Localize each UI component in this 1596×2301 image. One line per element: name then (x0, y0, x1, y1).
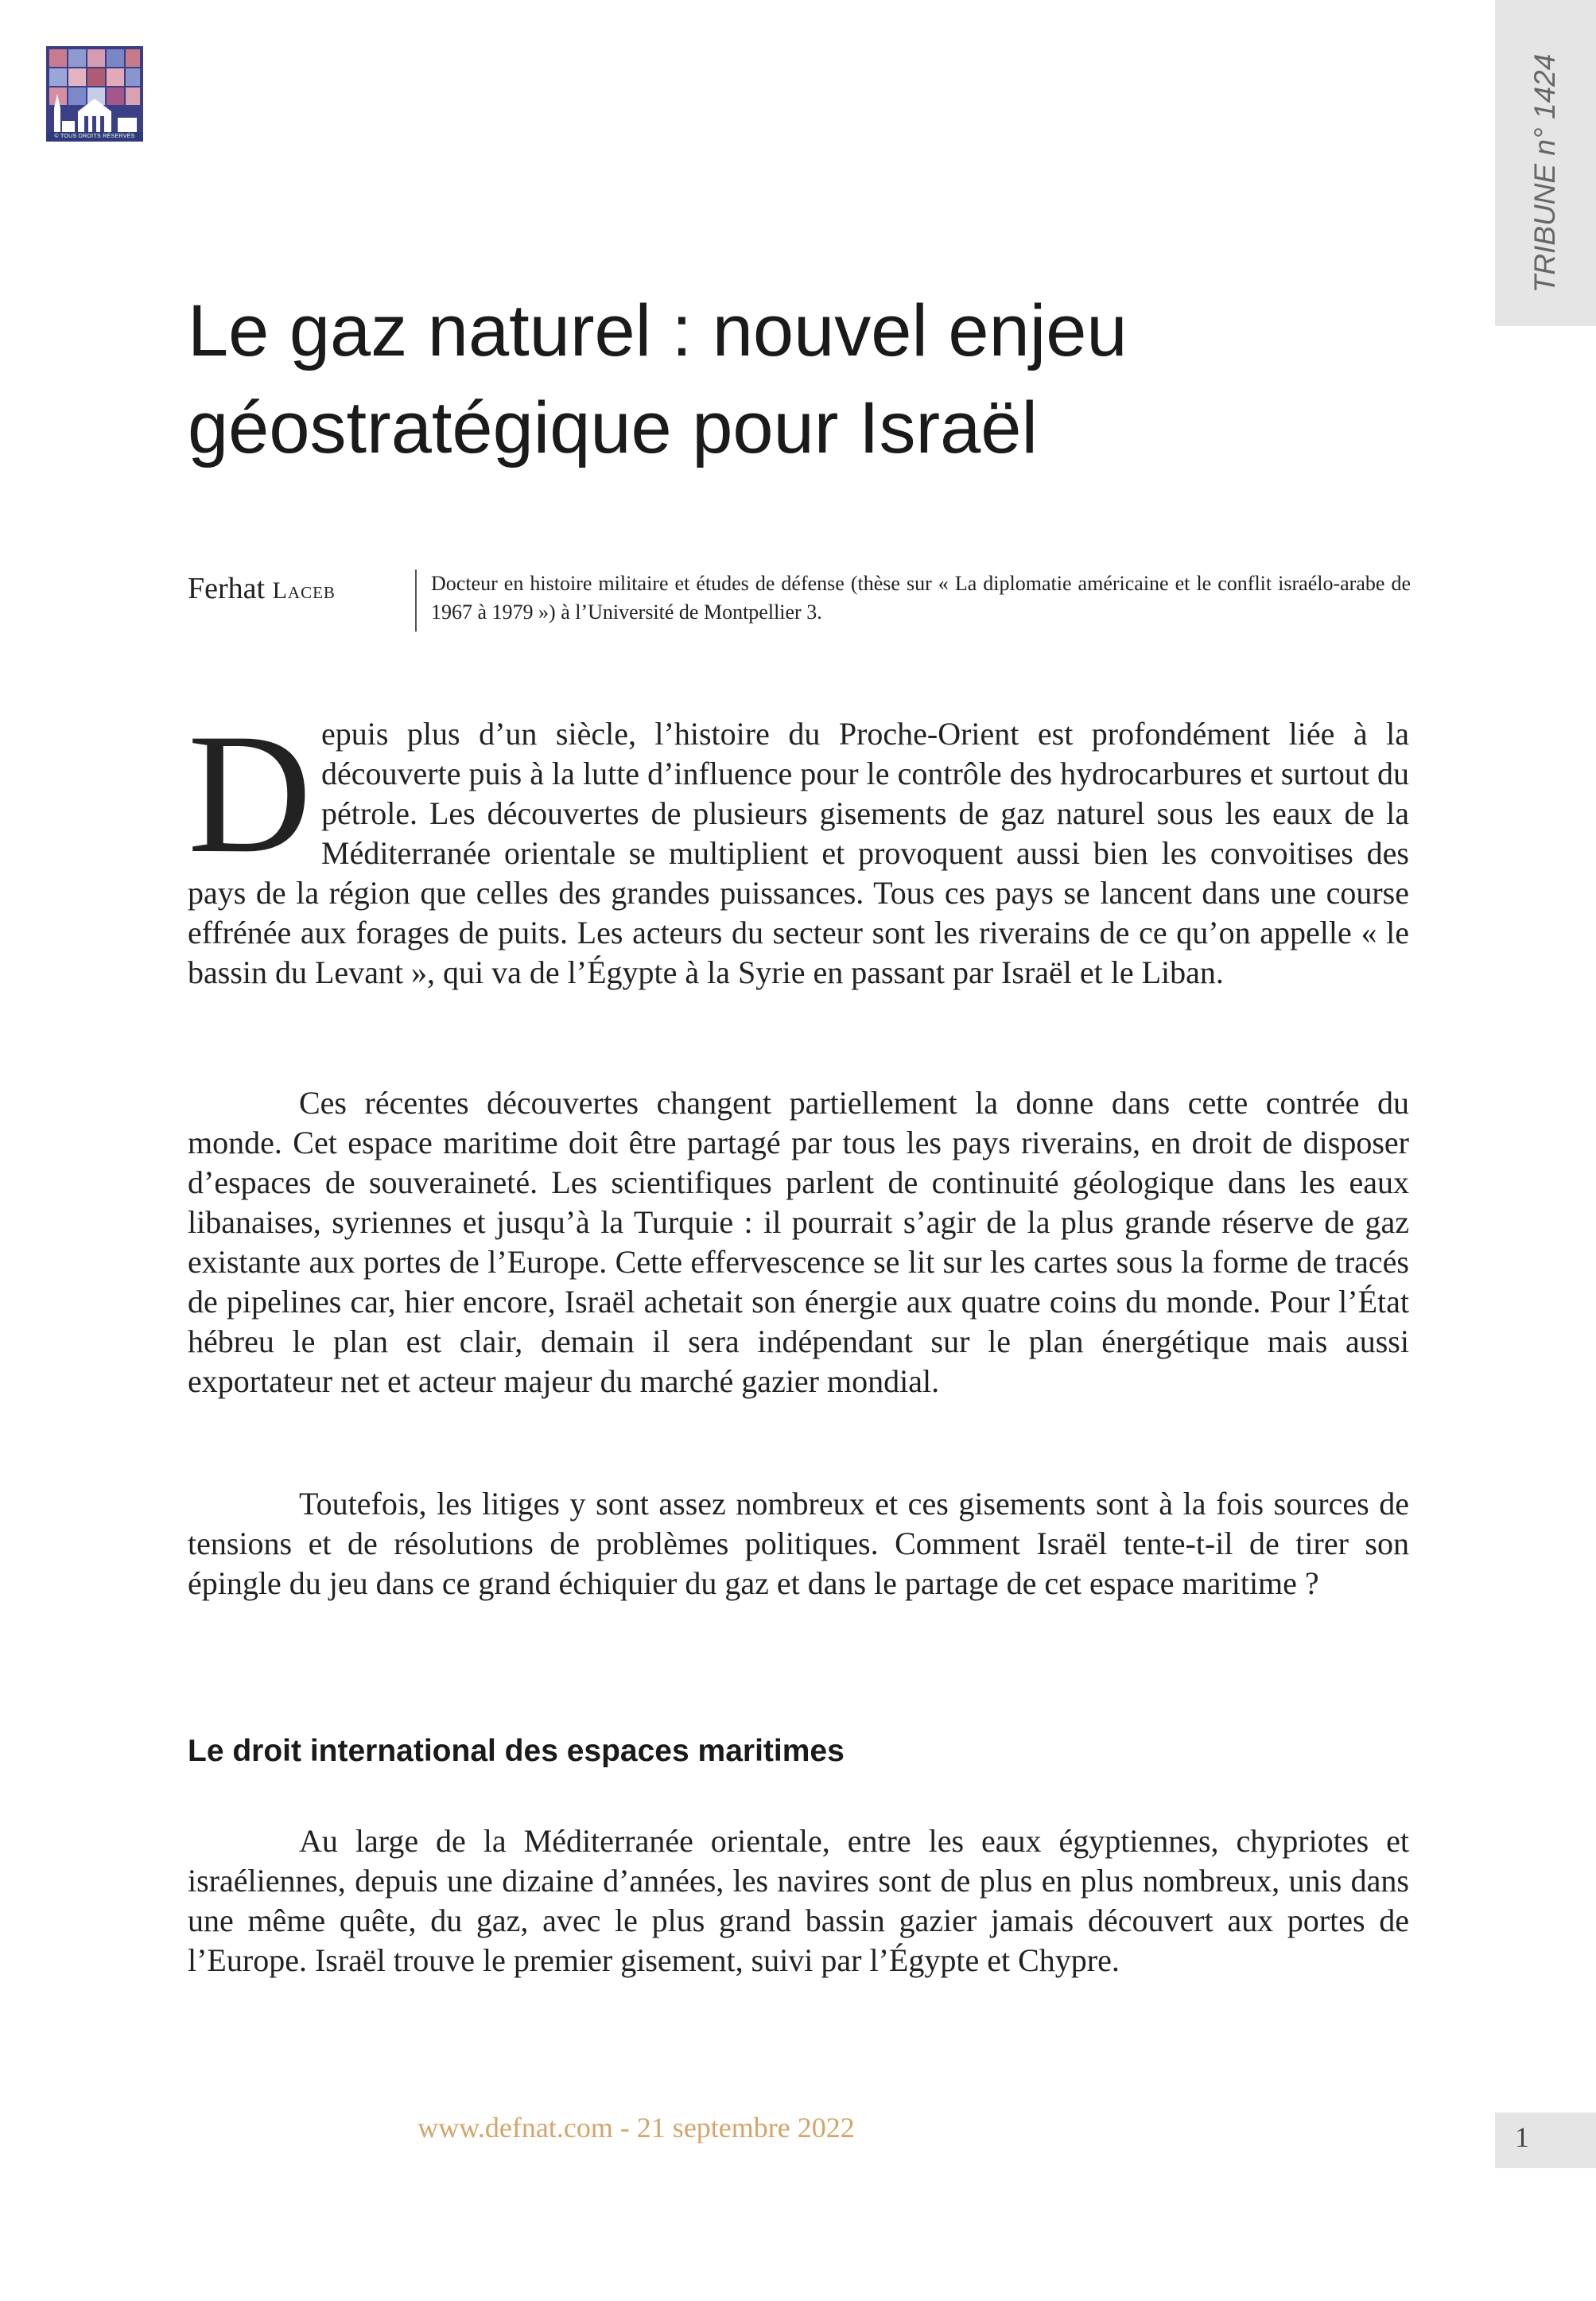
author-bio: Docteur en histoire militaire et études de défense (thèse sur « La diplomatie américaine et le conflit israélo-arabe de 1967 à 1979 ») à l’Université de Montpellier 3. (431, 572, 1411, 624)
article-title: Le gaz naturel : nouvel enjeu géostratégique pour Israël (188, 290, 1128, 468)
paragraph-1-text: epuis plus d’un siècle, l’histoire du Proche-Orient est profondément liée à la découverte puis à la lutte d’influence pour le contrôle des hydrocarbures et surtout du pétrole. Les découvertes de plusieurs gisements de gaz naturel sous les eaux de la Méditerranée orientale se multiplient et provoquent aussi bien les convoitises des pays de la région que celles des grandes puissances. Tous ces pays se lancent dans une course effrénée aux forages de puits. Les acteurs du secteur sont les riverains de ce qu’on appelle « le bassin du Levant », qui va de l’Égypte à la Syrie en passant par Israël et le Liban. (188, 716, 1409, 990)
section-heading: Le droit international des espaces maritimes (188, 1734, 845, 1768)
page-number: 1 (1515, 2121, 1529, 2153)
logo-caption: © TOUS DROITS RÉSERVÉS (46, 132, 143, 142)
paragraph-1 (188, 698, 1409, 993)
author-last-name: Laceb (272, 577, 336, 604)
paragraph-2: Ces récentes découvertes changent partiellement la donne dans cette contrée du monde. Cet espace maritime doit être partagé par tous les pays riverains, en droit de disposer d’espaces de souveraineté. Les scientifiques parlent de continuité géologique dans les eaux libanaises, syriennes et jusqu’à la Turquie : il pourrait s’agir de la plus grande réserve de gaz existante aux portes de l’Europe. Cette effervescence se lit sur les cartes sous la forme de tracés de pipelines car, hier encore, Israël achetait son énergie aux quatre coins du monde. Pour l’État hébreu le plan est clair, demain il sera indépendant sur le plan énergétique mais aussi exportateur net et acteur majeur du marché gazier mondial. (188, 1085, 1409, 1399)
author-first-name: Ferhat (188, 572, 273, 605)
drop-cap: D (188, 698, 312, 888)
footer-link[interactable]: www.defnat.com - 21 septembre 2022 (417, 2112, 855, 2144)
paragraph-3: Toutefois, les litiges y sont assez nombreux et ces gisements sont à la fois sources de tensions et de résolutions de problèmes politiques. Comment Israël tente-t-il de tirer son épingle du jeu dans ce grand échiquier du gaz et dans le partage de cet espace maritime ? (188, 1486, 1409, 1601)
paragraph-4: Au large de la Méditerranée orientale, entre les eaux égyptiennes, chypriotes et israéliennes, depuis une dizaine d’années, les navires sont de plus en plus nombreux, unis dans une même quête, du gaz, avec le plus grand bassin gazier jamais découvert aux portes de l’Europe. Israël trouve le premier gisement, suivi par l’Égypte et Chypre. (188, 1823, 1409, 1978)
revue-logo (46, 46, 143, 142)
author-divider (415, 569, 417, 632)
page-number-box (1495, 2112, 1596, 2168)
author-name (188, 571, 336, 606)
series-tab-label: TRIBUNE n° 1424 (1528, 53, 1561, 293)
